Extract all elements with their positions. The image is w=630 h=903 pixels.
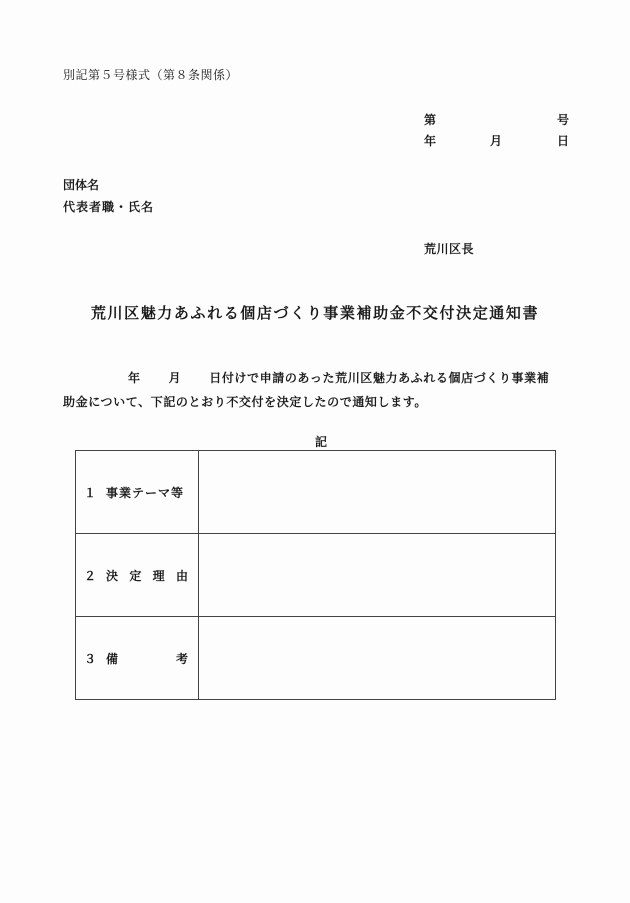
item-label-char: 決 [106, 568, 119, 583]
item-label-char: 備 [106, 651, 119, 666]
ki-heading: 記 [314, 435, 327, 449]
table-row [76, 534, 556, 617]
body-month: 月 [168, 371, 182, 385]
body-year: 年 [128, 371, 141, 385]
organization-label: 団体名 [63, 178, 100, 192]
representative-label: 代表者職・氏名 [63, 200, 155, 214]
item-label-cell [76, 451, 199, 534]
item-label [106, 567, 188, 584]
document-title: 荒川区魅力あふれる個店づくり事業補助金不交付決定通知書 [90, 304, 540, 322]
body-line1: 日付けで申請のあった荒川区魅力あふれる個店づくり事業補 [209, 371, 550, 385]
table-row [76, 451, 556, 534]
date-month: 月 [490, 134, 503, 148]
item-label [106, 650, 188, 667]
doc-number-prefix: 第 [424, 113, 437, 127]
date-year: 年 [424, 134, 437, 148]
item-label-char: 定 [129, 568, 142, 583]
item-value-cell [199, 451, 556, 534]
body-line2: 助金について、下記のとおり不交付を決定したので通知します。 [63, 395, 427, 409]
item-label-char: 考 [175, 651, 188, 666]
item-number: １ [84, 485, 97, 500]
item-label-cell [76, 534, 199, 617]
items-table [75, 450, 556, 700]
issuer: 荒川区長 [424, 242, 475, 256]
date-day: 日 [557, 134, 570, 148]
doc-number-suffix: 号 [557, 113, 570, 127]
item-value-cell [199, 617, 556, 700]
table-row [76, 617, 556, 700]
item-number: ３ [84, 651, 97, 666]
item-label-cell [76, 617, 199, 700]
form-label: 別記第５号様式（第８条関係） [63, 68, 239, 82]
item-label: 事業テーマ等 [106, 485, 185, 500]
body-text [63, 366, 575, 414]
item-label-char: 由 [175, 568, 188, 583]
item-number: ２ [84, 568, 97, 583]
item-label-char: 理 [152, 568, 165, 583]
item-value-cell [199, 534, 556, 617]
